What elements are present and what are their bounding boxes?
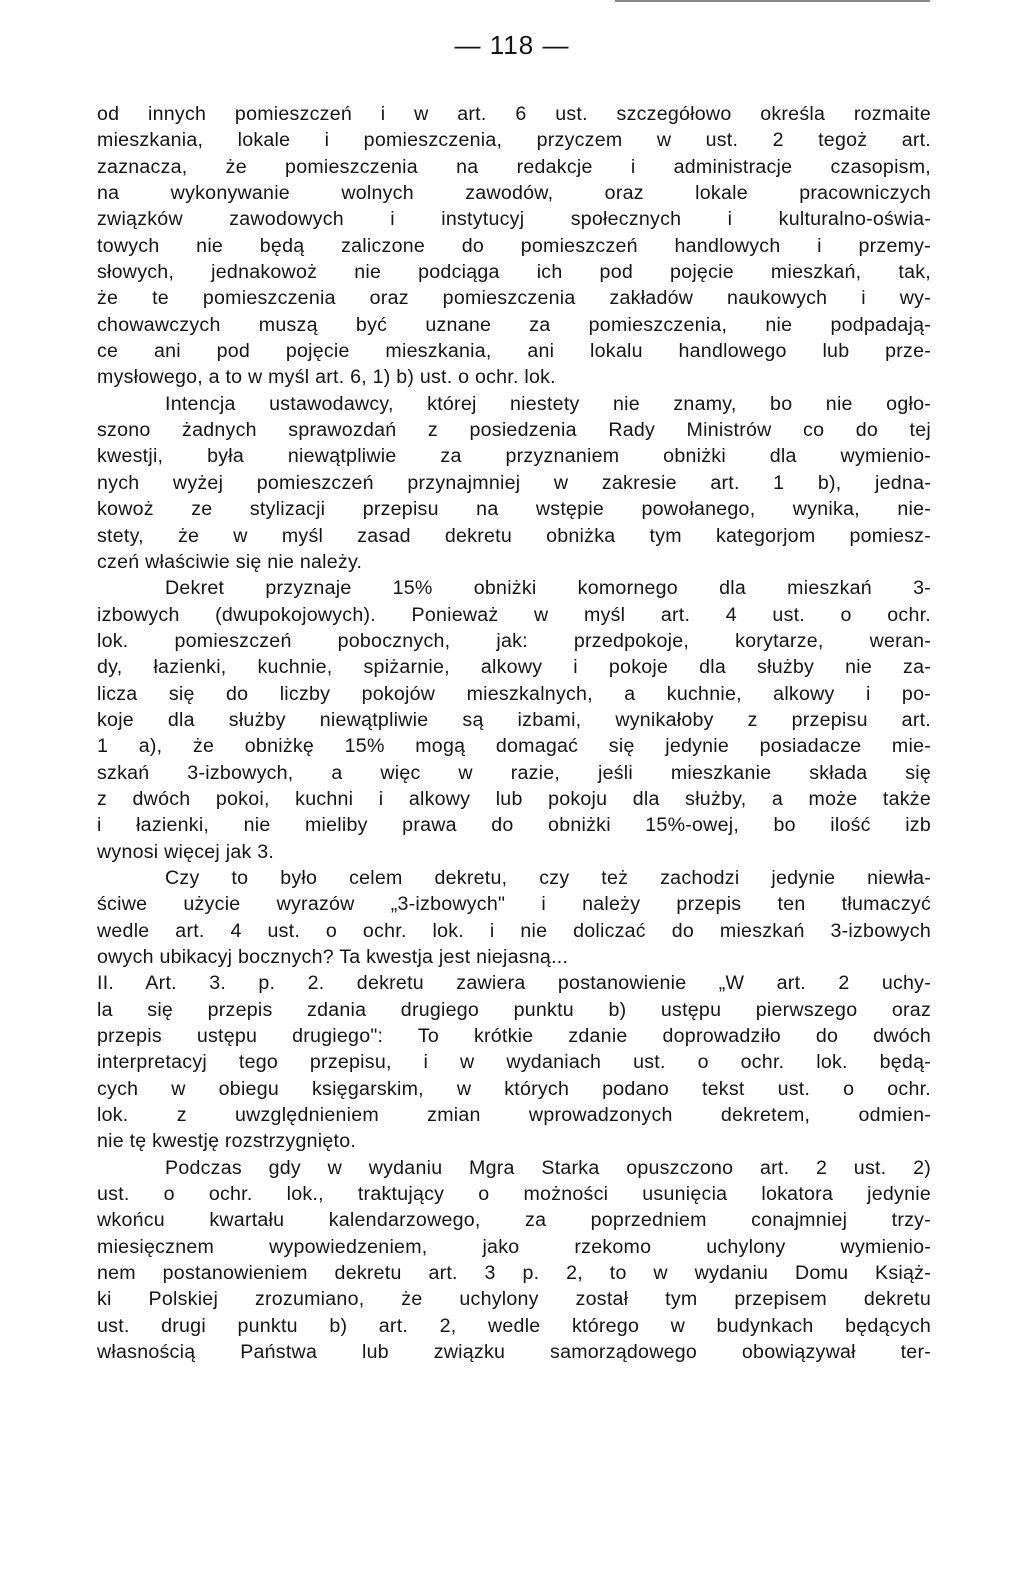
- text-line: ust. o ochr. lok., traktujący o możności usunięcia lokatora jedynie: [97, 1183, 931, 1206]
- text-line: koje dla służby niewątpliwie są izbami, wynikałoby z przepisu art.: [97, 708, 931, 731]
- text-line: towych nie będą zaliczone do pomieszczeń handlowych i przemy-: [97, 234, 931, 257]
- text-line: kwestji, była niewątpliwie za przyznaniem obniżki dla wymienio-: [97, 445, 931, 468]
- text-line: stety, że w myśl zasad dekretu obniżka tym kategorjom pomiesz-: [97, 524, 931, 547]
- text-line: ściwe użycie wyrazów „3-izbowych" i należy przepis ten tłumaczyć: [97, 893, 931, 916]
- text-line: od innych pomieszczeń i w art. 6 ust. szczegółowo określa rozmaite: [97, 103, 931, 125]
- text-line: nie tę kwestję rozstrzygnięto.: [97, 1130, 357, 1153]
- text-line: z dwóch pokoi, kuchni i alkowy lub pokoju dla służby, a może także: [97, 787, 931, 810]
- text-line: 1 a), że obniżkę 15% mogą domagać się jedynie posiadacze mie-: [97, 735, 931, 758]
- text-line: miesięcznem wypowiedzeniem, jako rzekomo uchylony wymienio-: [97, 1235, 931, 1258]
- text-line: czeń właściwie się nie należy.: [97, 550, 363, 573]
- text-line: słowych, jednakowoż nie podciąga ich pod pojęcie mieszkań, tak,: [97, 261, 931, 284]
- text-line: mysłowego, a to w myśl art. 6, 1) b) ust. o ochr. lok.: [97, 366, 556, 389]
- text-line: nem postanowieniem dekretu art. 3 p. 2, to w wydaniu Domu Książ-: [97, 1262, 931, 1285]
- text-line: ki Polskiej zrozumiano, że uchylony został tym przepisem dekretu: [97, 1288, 931, 1311]
- text-line: że te pomieszczenia oraz pomieszczenia zakładów naukowych i wy-: [97, 287, 931, 310]
- text-line: i łazienki, nie mieliby prawa do obniżki 15%-owej, bo ilość izb: [97, 814, 931, 837]
- text-line: ust. drugi punktu b) art. 2, wedle którego w budynkach będących: [97, 1314, 931, 1337]
- text-line: owych ubikacyj bocznych? Ta kwestja jest niejasną...: [97, 946, 569, 968]
- text-line: szkań 3-izbowych, a więc w razie, jeśli mieszkanie składa się: [97, 761, 931, 784]
- top-rule: [615, 0, 930, 2]
- text-line: mieszkania, lokale i pomieszczenia, przyczem w ust. 2 tegoż art.: [97, 129, 931, 152]
- text-line: licza się do liczby pokojów mieszkalnych, a kuchnie, alkowy i po-: [97, 682, 931, 705]
- text-line: związków zawodowych i instytucyj społecznych i kulturalno-oświa-: [97, 208, 931, 231]
- text-line: wedle art. 4 ust. o ochr. lok. i nie doliczać do mieszkań 3-izbowych: [97, 919, 931, 942]
- text-line: interpretacyj tego przepisu, i w wydaniach ust. o ochr. lok. będą-: [97, 1051, 931, 1074]
- text-line: wkońcu kwartału kalendarzowego, za poprzedniem conajmniej trzy-: [97, 1209, 931, 1232]
- text-line: lok. z uwzględnieniem zmian wprowadzonych dekretem, odmien-: [97, 1104, 931, 1127]
- text-line: własnością Państwa lub związku samorządowego obowiązywał ter-: [97, 1341, 931, 1364]
- text-line: II. Art. 3. p. 2. dekretu zawiera postanowienie „W art. 2 uchy-: [97, 972, 931, 995]
- text-line: cych w obiegu księgarskim, w których podano tekst ust. o ochr.: [97, 1077, 931, 1100]
- text-line: Czy to było celem dekretu, czy też zachodzi jedynie niewła-: [165, 866, 931, 889]
- text-line: dy, łazienki, kuchnie, spiżarnie, alkowy i pokoje dla służby nie za-: [97, 656, 931, 679]
- text-line: la się przepis zdania drugiego punktu b) ustępu pierwszego oraz: [97, 998, 931, 1021]
- text-line: przepis ustępu drugiego": To krótkie zdanie doprowadziło do dwóch: [97, 1025, 931, 1048]
- text-line: ce ani pod pojęcie mieszkania, ani lokalu handlowego lub prze-: [97, 340, 931, 363]
- text-line: izbowych (dwupokojowych). Ponieważ w myśl art. 4 ust. o ochr.: [97, 603, 931, 626]
- text-line: kowoż ze stylizacji przepisu na wstępie powołanego, wynika, nie-: [97, 498, 931, 521]
- body-text: [97, 101, 931, 1366]
- page-number: — 118 —: [454, 30, 570, 60]
- text-line: chowawczych muszą być uznane za pomieszczenia, nie podpadają-: [97, 313, 931, 336]
- text-line: wynosi więcej jak 3.: [97, 840, 275, 863]
- text-line: Dekret przyznaje 15% obniżki komornego dla mieszkań 3-: [165, 577, 931, 600]
- text-line: lok. pomieszczeń pobocznych, jak: przedpokoje, korytarze, weran-: [97, 629, 931, 652]
- text-line: Podczas gdy w wydaniu Mgra Starka opuszczono art. 2 ust. 2): [165, 1156, 931, 1179]
- text-line: na wykonywanie wolnych zawodów, oraz lokale pracowniczych: [97, 182, 931, 205]
- text-line: szono żadnych sprawozdań z posiedzenia Rady Ministrów co do tej: [97, 419, 931, 442]
- text-line: zaznacza, że pomieszczenia na redakcje i administracje czasopism,: [97, 155, 931, 178]
- text-line: Intencja ustawodawcy, której niestety nie znamy, bo nie ogło-: [165, 392, 931, 415]
- text-line: nych wyżej pomieszczeń przynajmniej w zakresie art. 1 b), jedna-: [97, 471, 931, 494]
